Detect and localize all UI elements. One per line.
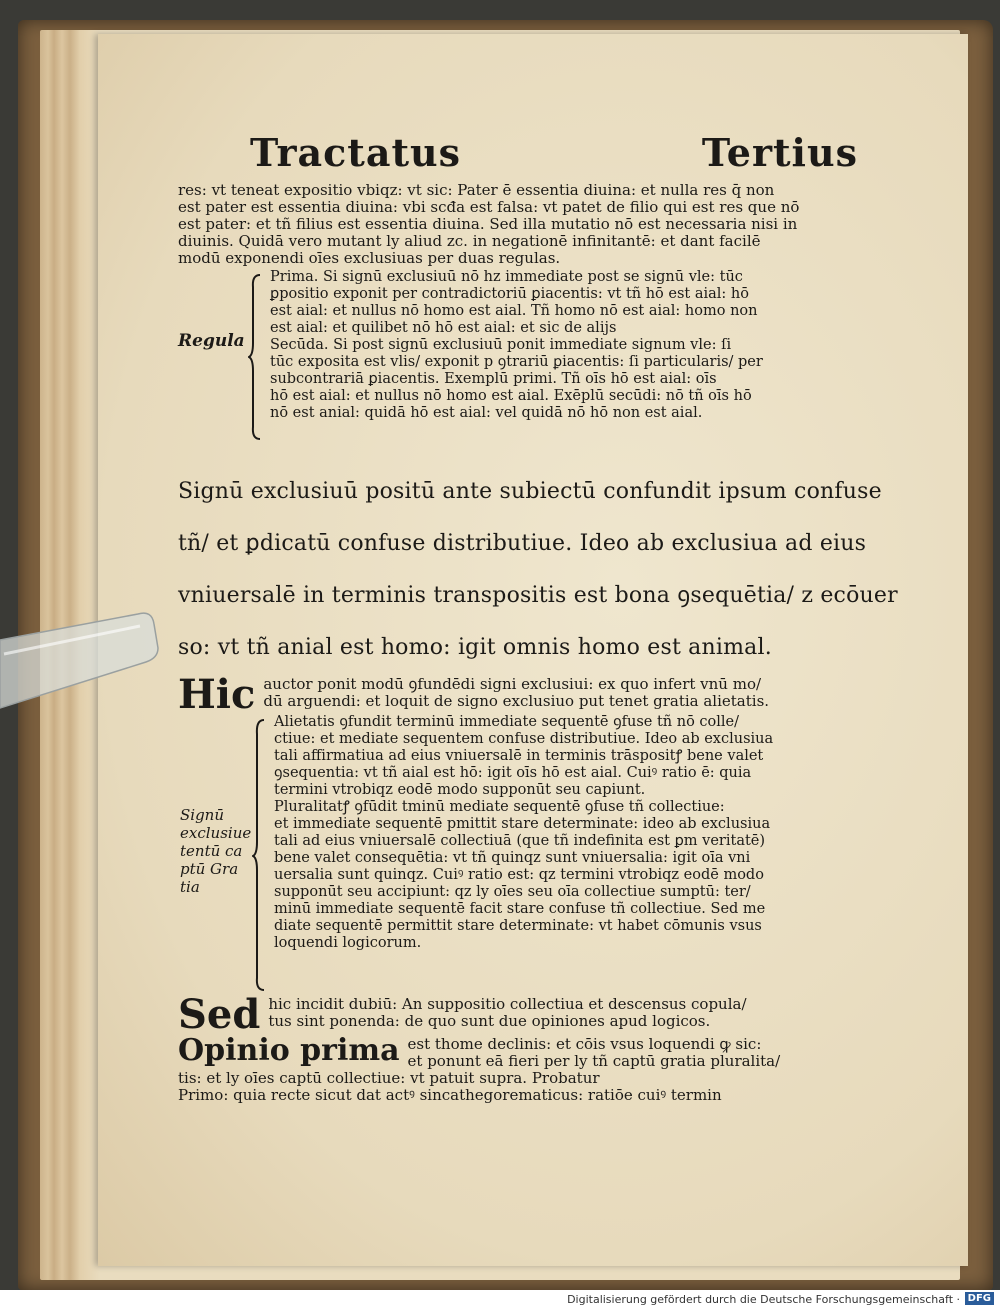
running-head-right: Tertius — [701, 130, 858, 175]
text-line: Prima. Si signū exclusiuū nō hz immediate post se signū vle: tūc — [270, 269, 743, 285]
text-line: diate sequentē permittit stare determinate: vt habet cōmunis vsus — [274, 918, 762, 934]
text-line: Secūda. Si post signū exclusiuū ponit immediate signum vle: ſi — [270, 337, 732, 353]
dfg-logo: DFG — [965, 1292, 994, 1305]
opinio-paragraph — [178, 1033, 908, 1070]
text-line: et immediate sequentē pmittit stare determinate: ideo ab exclusiua — [274, 816, 771, 832]
text-line: auctor ponit modū ꝯfundēdi signi exclusiui: ex quo infert vnū mo/ — [263, 675, 762, 693]
text-line: ctiue: et mediate sequentem confuse distributiue. Ideo ab exclusiua — [274, 731, 774, 747]
text-line: minū immediate sequentē facit stare confuse tñ collectiue. Sed me — [274, 901, 766, 917]
text-line: est aial: et nullus nō homo est aial. Tñ homo nō est aial: homo non — [270, 303, 758, 319]
text-line: hō est aial: et nullus nō homo est aial. Exēplū secūdi: nō tñ oīs hō — [270, 388, 752, 404]
text-line: dū arguendi: et loquit de signo exclusiuo put tenet gratia alietatis. — [263, 692, 770, 710]
text-line: res: vt teneat expositio vbiqz: vt sic: Pater ē essentia diuina: et nulla res q̄ non — [178, 181, 775, 199]
intro-paragraph — [178, 182, 908, 267]
text-line: ꝑpositio exponit per contradictoriū ꝑiacentis: vt tñ hō est aial: hō — [270, 286, 749, 302]
brace-icon — [248, 273, 262, 441]
page-clip-bookmark — [0, 610, 160, 720]
regula-section — [178, 269, 908, 444]
brace-icon — [252, 718, 266, 992]
sed-paragraph — [178, 991, 908, 1038]
text-line: hic incidit dubiū: An suppositio collectiua et descensus copula/ — [268, 995, 747, 1013]
text-line: est pater: et tñ filius est essentia diuina. Sed illa mutatio nō est necessaria nisi in — [178, 215, 798, 233]
text-line: uersalia sunt quinqz. Cuiꝰ ratio est: qz termini vtrobiqz eodē modo — [274, 867, 764, 883]
text-line: et ponunt eā fieri per ly tñ captū gratia pluralita/ — [407, 1052, 781, 1070]
main-text-line: Signū exclusiuū positū ante subiectū confundit ipsum confuse — [178, 479, 882, 504]
commentary — [178, 671, 908, 1104]
running-head-left: Tractatus — [250, 130, 462, 175]
text-line: tus sint ponenda: de quo sunt due opiniones apud logicos. — [268, 1012, 711, 1030]
text-line: Primo: quia recte sicut dat actꝰ sincathegorematicus: ratiōe cuiꝰ termin — [178, 1086, 722, 1104]
text-line: est aial: et quilibet nō hō est aial: et sic de alijs — [270, 320, 617, 336]
text-line: supponūt seu accipiunt: qz ly oīes seu oīa collectiue sumptū: ter/ — [274, 884, 751, 900]
text-line: modū exponendi oīes exclusiuas per duas regulas. — [178, 249, 561, 267]
text-line: est pater est essentia diuina: vbi scđa est falsa: vt patet de filio qui est res que nō — [178, 198, 800, 216]
initial-hic: Hic — [178, 671, 256, 718]
main-text — [178, 466, 908, 674]
text-line: diuinis. Quidā vero mutant ly aliud zc. in negationē infinitantē: et dant facilē — [178, 232, 761, 250]
signu-section — [178, 714, 908, 994]
text-line: tali affirmatiua ad eius vniuersalē in terminis trāspositꝭ bene valet — [274, 748, 764, 764]
signu-side-label: Signū exclusiue tentū ca ptū Gra tia — [180, 806, 252, 896]
running-head — [178, 130, 908, 182]
regula-label: Regula — [178, 331, 245, 351]
main-text-line: so: vt tñ anial est homo: igit omnis homo est animal. — [178, 635, 772, 660]
text-line: Alietatis ꝯfundit terminū immediate sequentē ꝯfuse tñ nō colle/ — [274, 714, 740, 730]
text-line: nō est anial: quidā hō est aial: vel quidā nō hō non est aial. — [270, 405, 703, 421]
main-text-line: vniuersalē in terminis transpositis est bona ꝯsequētia/ z ecōuer — [178, 583, 898, 608]
text-line: loquendi logicorum. — [274, 935, 422, 951]
footer-credit: Digitalisierung gefördert durch die Deutsche Forschungsgemeinschaft · — [567, 1293, 960, 1306]
text-line: tali ad eius vniuersalē collectiuā (que tñ indefinita est ꝑm veritatē) — [274, 833, 766, 849]
initial-sed: Sed — [178, 991, 261, 1038]
page-text — [178, 130, 908, 1104]
text-line: bene valet consequētia: vt tñ quinqz sunt vniuersalia: igit oīa vni — [274, 850, 751, 866]
text-line: termini vtrobiqz eodē modo supponūt seu capiunt. — [274, 782, 646, 798]
text-line: tūc exposita est vlis/ exponit p ꝯtrariū ꝑiacentis: ſi particularis/ per — [270, 354, 763, 370]
text-line: est thome declinis: et cōis vsus loquendi ꝙ sic: — [407, 1035, 762, 1053]
main-text-line: tñ/ et ꝑdicatū confuse distributiue. Ideo ab exclusiua ad eius — [178, 531, 867, 556]
text-line: tis: et ly oīes captū collectiue: vt patuit supra. Probatur — [178, 1069, 600, 1087]
text-line: ꝯsequentia: vt tñ aial est hō: igit oīs hō est aial. Cuiꝰ ratio ē: quia — [274, 765, 752, 781]
commentary-opening — [178, 671, 908, 718]
opinio-prima-heading: Opinio prima — [178, 1033, 400, 1068]
text-line: subcontrariā ꝑiacentis. Exemplū primi. Tñ oīs hō est aial: oīs — [270, 371, 717, 387]
text-line: Pluralitatꝭ ꝯfūdit tminū mediate sequentē ꝯfuse tñ collectiue: — [274, 799, 725, 815]
